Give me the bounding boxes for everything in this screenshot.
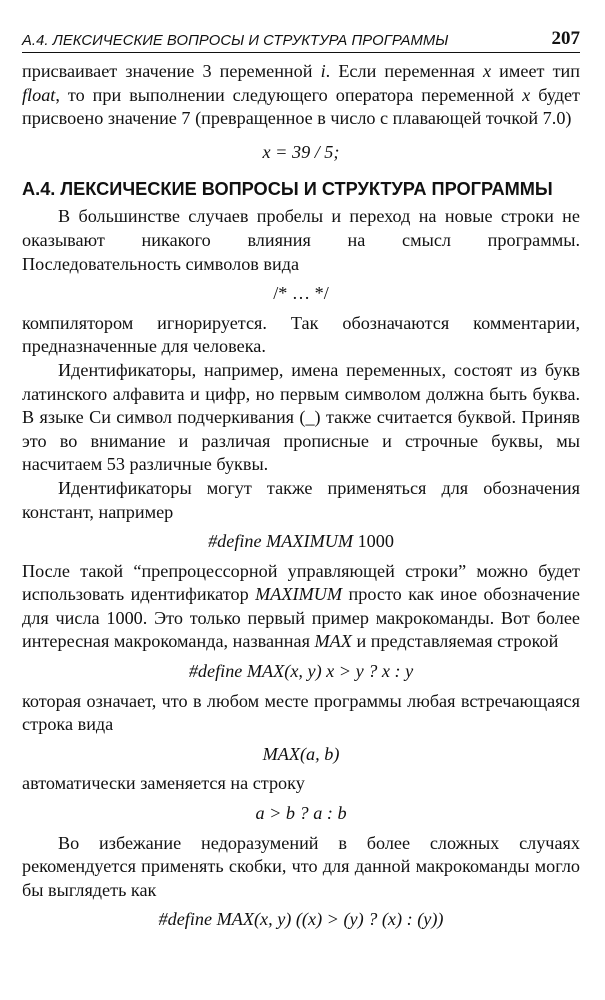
formula-define-maximum: #define MAXIMUM 1000 (208, 531, 394, 552)
page-header (22, 28, 580, 53)
paragraph-preprocessor: После такой “препроцессорной управляющей строки” можно будет использовать идентификатор MAXIMUM просто как иное обозначение для числа 1000. Это только первый пример макрокоманды. Вот более интересная макрокоманда, названная MAX и представляемая строкой (22, 560, 580, 652)
paragraph-identifiers: Идентификаторы, например, имена переменных, состоят из букв латинского алфавита и цифр, но первым символом должна быть буква. В языке Си символ подчеркивания (_) также считается буквой. Приняв это во внимание и различая прописные и строчные буквы, мы насчитаем 53 различные буквы. (22, 359, 580, 475)
formula-ternary: a > b ? a : b (255, 803, 347, 824)
page-number: 207 (551, 28, 580, 49)
formula-define-max: #define MAX(x, y) x > y ? x : y (188, 661, 414, 682)
page-body (22, 60, 580, 938)
paragraph-whitespace: В большинстве случаев пробелы и переход на новые строки не оказывают никакого влияния на смысл программы. Последовательность символов вида (22, 206, 580, 274)
formula-define-max-parens: #define MAX(x, y) ((x) > (y) ? (x) : (y)) (158, 909, 444, 930)
formula-assignment: x = 39 / 5; (262, 141, 340, 162)
paragraph-parentheses: Во избежание недоразумений в более сложных случаях рекомендуется применять скобки, что для данной макрокоманды могло бы выглядеть как (22, 832, 580, 900)
paragraph-meaning: которая означает, что в любом месте программы любая встречающаяся строка вида (22, 690, 580, 735)
paragraph-continuation: присваивает значение 3 переменной i. Если переменная x имеет тип float, то при выполнении следующего оператора переменной x будет присвоено значение 7 (превращенное в число с плавающей точкой 7.0) (22, 61, 581, 129)
paragraph-comments: компилятором игнорируется. Так обозначаются комментарии, предназначенные для человека. (22, 312, 580, 357)
section-heading: А.4. ЛЕКСИЧЕСКИЕ ВОПРОСЫ И СТРУКТУРА ПРОГРАММЫ (22, 179, 553, 200)
paragraph-constants: Идентификаторы могут также применяться для обозначения констант, например (22, 477, 580, 522)
formula-comment: /* … */ (273, 283, 329, 304)
running-title: А.4. ЛЕКСИЧЕСКИЕ ВОПРОСЫ И СТРУКТУРА ПРОГРАММЫ (22, 33, 449, 49)
formula-max-call: MAX(a, b) (262, 743, 340, 764)
paragraph-replaced: автоматически заменяется на строку (22, 773, 305, 794)
